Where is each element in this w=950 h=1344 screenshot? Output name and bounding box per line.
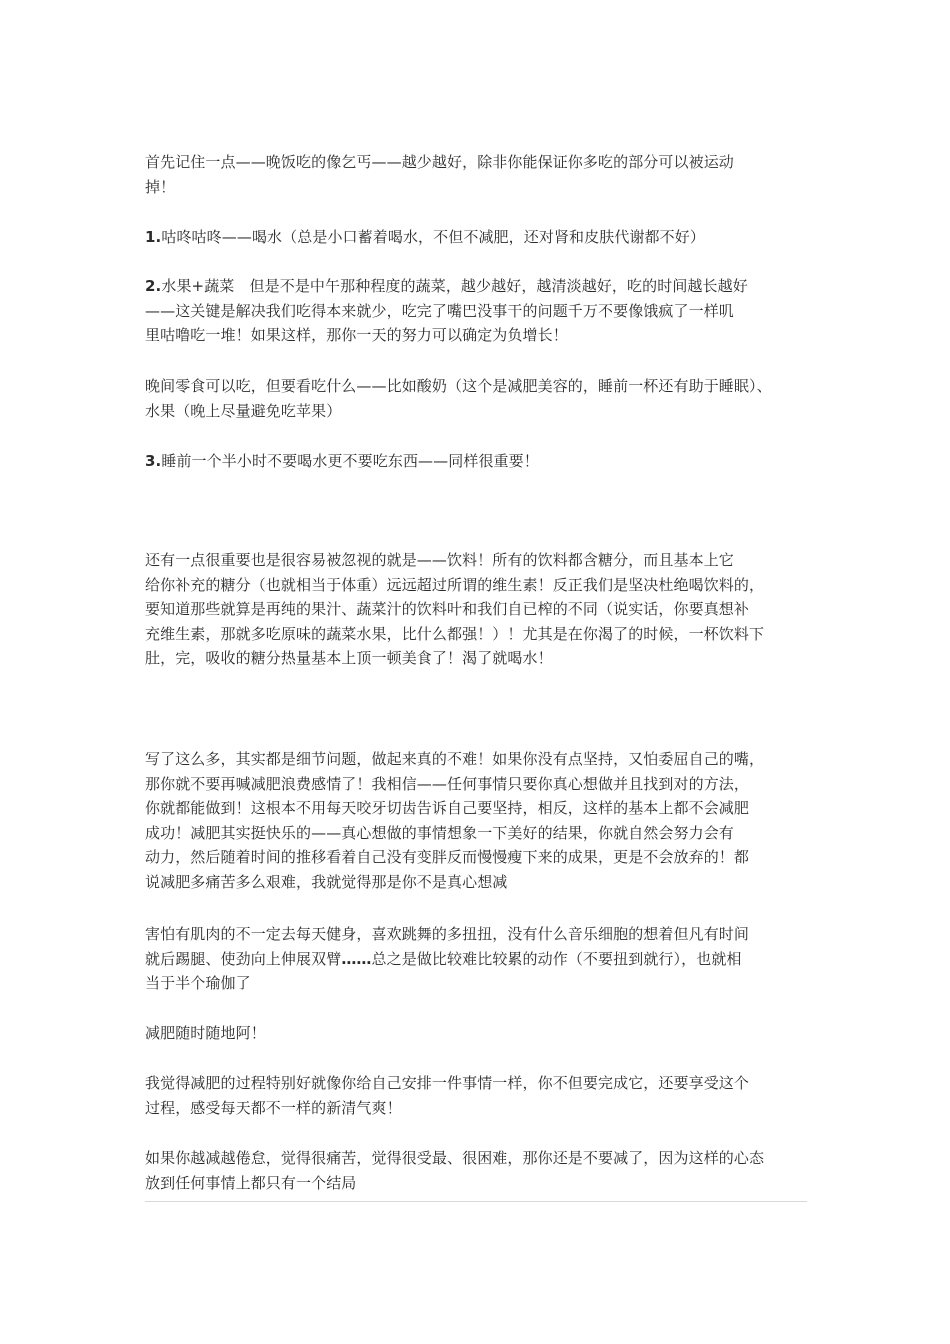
text-line [145, 225, 815, 250]
text-line: 还有一点很重要也是很容易被忽视的就是——饮料！所有的饮料都含糖分，而且基本上它 [145, 551, 734, 569]
tip-number: 1. [145, 228, 162, 246]
text-line [145, 274, 815, 299]
tip-number: 2. [145, 277, 162, 295]
text-line: 放到任何事情上都只有一个结局 [145, 1173, 357, 1192]
paragraph-anytime [145, 1021, 815, 1046]
text-segment: 总之是做比较难比较累的动作（不要扭到就行），也就相 [371, 949, 742, 968]
ellipsis: …… [341, 949, 372, 968]
text-line: 你就都能做到！这根本不用每天咬牙切齿告诉自己要坚持，相反，这样的基本上都不会减肥 [145, 799, 750, 817]
text-line: ——这关键是解决我们吃得本来就少，吃完了嘴巴没事干的问题千万不要像饿疯了一样叽 [145, 301, 734, 320]
text-line: 晚间零食可以吃，但要看吃什么——比如酸奶（这个是减肥美容的，睡前一杯还有助于睡眠）、 [145, 377, 772, 395]
text-line: 减肥随时随地阿！ [145, 1024, 266, 1042]
tip-number: 3. [145, 452, 162, 470]
text-line: 掉！ [145, 177, 176, 196]
paragraph-snacks [145, 374, 815, 423]
paragraph-tip-2 [145, 274, 815, 348]
text-line: 害怕有肌肉的不一定去每天健身，喜欢跳舞的多扭扭，没有什么音乐细胞的想着但凡有时间 [145, 925, 750, 943]
tip-text: 水果+蔬菜 但是不是中午那种程度的蔬菜，越少越好，越清淡越好，吃的时间越长越好 [161, 277, 748, 295]
text-line: 写了这么多，其实都是细节问题，做起来真的不难！如果你没有点坚持，又怕委屈自己的嘴， [145, 750, 765, 768]
text-line: 肚，完，吸收的糖分热量基本上顶一顿美食了！渴了就喝水！ [145, 649, 553, 667]
text-line: 给你补充的糖分（也就相当于体重）远远超过所谓的维生素！反正我们是坚决杜绝喝饮料的， [145, 575, 765, 594]
bottom-divider [145, 1201, 807, 1202]
text-line: 我觉得减肥的过程特别好就像你给自己安排一件事情一样，你不但要完成它，还要享受这个 [145, 1074, 750, 1092]
text-line: 那你就不要再喊减肥浪费感情了！我相信——任何事情只要你真心想做并且找到对的方法， [145, 774, 750, 793]
text-line [145, 947, 815, 972]
text-line: 首先记住一点——晚饭吃的像乞丐——越少越好，除非你能保证你多吃的部分可以被运动 [145, 153, 734, 171]
text-line: 说减肥多痛苦多么艰难，我就觉得那是你不是真心想减 [145, 872, 508, 891]
text-line: 要知道那些就算是再纯的果汁、蔬菜汁的饮料叶和我们自已榨的不同（说实话，你要真想补 [145, 600, 750, 618]
paragraph-tip-3 [145, 449, 815, 474]
text-line: 当于半个瑜伽了 [145, 974, 251, 992]
text-line: 如果你越减越倦怠，觉得很痛苦，觉得很受最、很困难，那你还是不要减了，因为这样的心态 [145, 1149, 765, 1167]
paragraph-enjoy-process [145, 1071, 815, 1120]
paragraph-mindset [145, 1146, 815, 1195]
text-line: 过程，感受每天都不一样的新清气爽！ [145, 1098, 402, 1117]
tip-text: 睡前一个半小时不要喝水更不要吃东西——同样很重要！ [161, 452, 539, 470]
text-line: 水果（晚上尽量避免吃苹果） [145, 401, 342, 420]
text-line: 动力，然后随着时间的推移看着自己没有变胖反而慢慢瘦下来的成果，更是不会放弃的！都 [145, 848, 750, 866]
text-line: 充维生素，那就多吃原味的蔬菜水果，比什么都强！）！尤其是在你渴了的时候，一杯饮料下 [145, 624, 765, 643]
text-segment: 就后踢腿、使劲向上伸展双臂 [145, 949, 342, 968]
paragraph-drinks [145, 548, 815, 671]
paragraph-exercise [145, 922, 815, 996]
text-line [145, 449, 815, 474]
text-line: 成功！减肥其实挺快乐的——真心想做的事情想象一下美好的结果，你就自然会努力会有 [145, 823, 734, 842]
paragraph-tip-1 [145, 225, 815, 250]
paragraph-dinner-rule [145, 150, 815, 199]
tip-text: 咕咚咕咚——喝水（总是小口蓄着喝水，不但不减肥，还对肾和皮肤代谢都不好） [161, 228, 705, 246]
text-line: 里咕噜吃一堆！如果这样，那你一天的努力可以确定为负增长！ [145, 326, 568, 344]
paragraph-persistence [145, 747, 815, 894]
